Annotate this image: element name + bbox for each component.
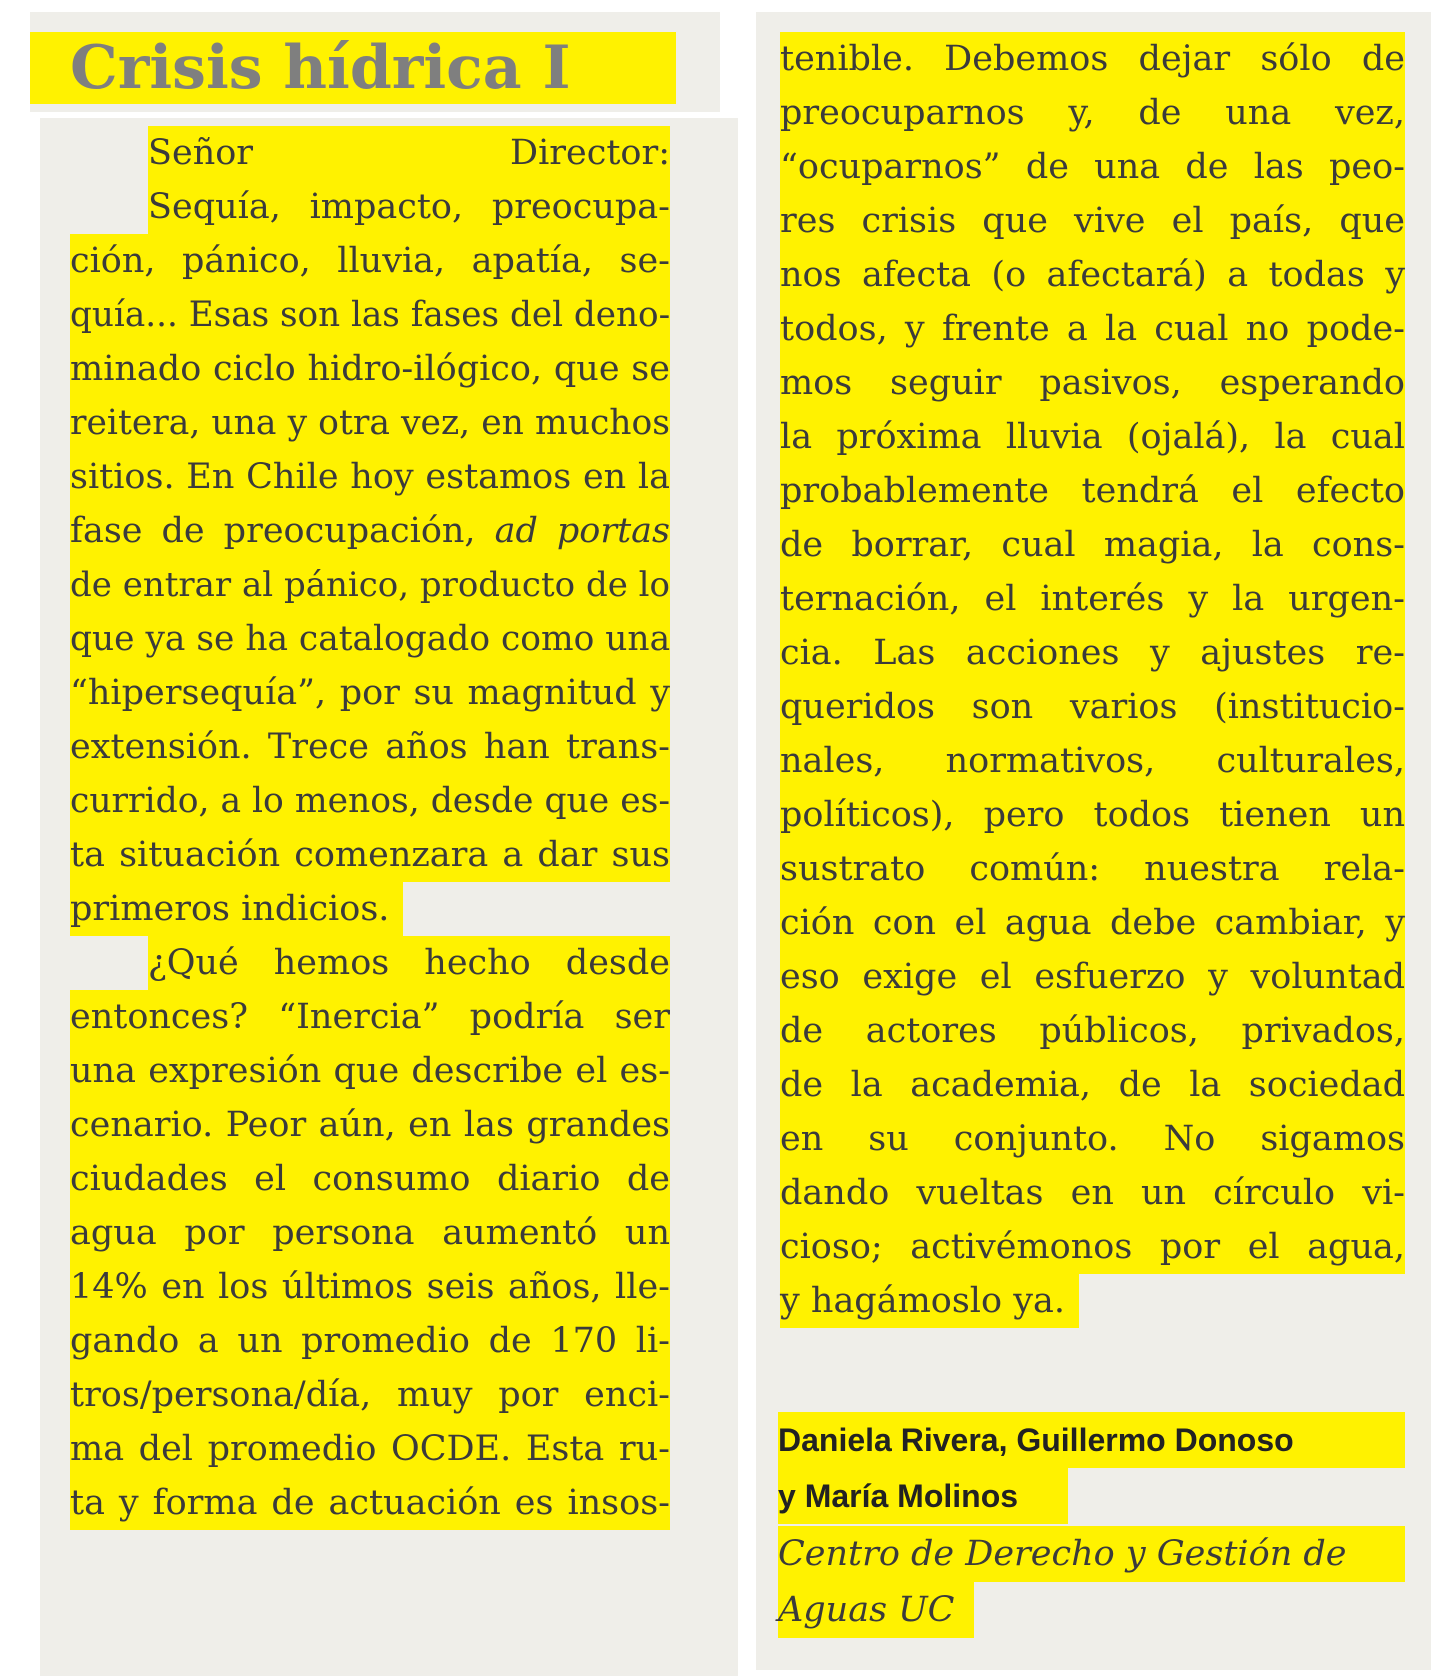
article-line: ta situación comenzara a dar sus: [70, 835, 670, 875]
article-line: de actores públicos, privados,: [780, 1011, 1405, 1051]
article-line: sitios. En Chile hoy estamos en la: [70, 457, 670, 497]
authors-line-2: y María Molinos: [778, 1478, 1019, 1514]
article-line: cia. Las acciones y ajustes re-: [780, 633, 1405, 673]
affiliation-line-2: Aguas UC: [778, 1590, 955, 1630]
article-line: res crisis que vive el país, que: [780, 201, 1405, 241]
article-line: de entrar al pánico, producto de lo: [70, 565, 670, 605]
article-line: preocuparnos y, de una vez,: [780, 93, 1405, 133]
article-line: tenible. Debemos dejar sólo de: [780, 39, 1405, 79]
article-line: queridos son varios (institucio-: [780, 687, 1405, 727]
article-line: ¿Qué hemos hecho desde: [148, 943, 670, 983]
article-line: primeros indicios.: [70, 889, 390, 929]
article-line: eso exige el esfuerzo y voluntad: [780, 957, 1405, 997]
article-line: mos seguir pasivos, esperando: [780, 363, 1405, 403]
article-line: Señor Director:: [148, 133, 670, 173]
article-line: minado ciclo hidro-ilógico, que se: [70, 349, 670, 389]
article-line: todos, y frente a la cual no pode-: [780, 309, 1405, 349]
article-line: “hipersequía”, por su magnitud y: [70, 673, 670, 713]
article-line: una expresión que describe el es-: [70, 1051, 670, 1091]
article-line: gando a un promedio de 170 li-: [70, 1321, 670, 1361]
article-line: sustrato común: nuestra rela-: [780, 849, 1405, 889]
article-line: ción, pánico, lluvia, apatía, se-: [70, 241, 670, 281]
article-line: “ocuparnos” de una de las peo-: [780, 147, 1405, 187]
article-title: Crisis hídrica I: [70, 33, 571, 103]
article-line: la próxima lluvia (ojalá), la cual: [780, 417, 1405, 457]
article-line: cenario. Peor aún, en las grandes: [70, 1105, 670, 1145]
article-line: ma del promedio OCDE. Esta ru-: [70, 1429, 670, 1469]
article-line: de borrar, cual magia, la cons-: [780, 525, 1405, 565]
article-line: extensión. Trece años han trans-: [70, 727, 670, 767]
article-line: currido, a lo menos, desde que es-: [70, 781, 670, 821]
article-line: ción con el agua debe cambiar, y: [780, 903, 1405, 943]
article-line: ciudades el consumo diario de: [70, 1159, 670, 1199]
article-line: nales, normativos, culturales,: [780, 741, 1405, 781]
article-line: cioso; activémonos por el agua,: [780, 1227, 1405, 1267]
article-line: dando vueltas en un círculo vi-: [780, 1173, 1405, 1213]
article-line: reitera, una y otra vez, en muchos: [70, 403, 670, 443]
article-line: en su conjunto. No sigamos: [780, 1119, 1405, 1159]
article-line: probablemente tendrá el efecto: [780, 471, 1405, 511]
line-italic-text: ad portas: [494, 511, 671, 551]
article-line: [70, 504, 670, 558]
article-line: agua por persona aumentó un: [70, 1213, 670, 1253]
article-line: y hagámoslo ya.: [780, 1281, 1065, 1321]
article-line: 14% en los últimos seis años, lle-: [70, 1267, 670, 1307]
authors-line-1: Daniela Rivera, Guillermo Donoso: [778, 1422, 1294, 1458]
affiliation-line-1: Centro de Derecho y Gestión de: [778, 1534, 1347, 1574]
article-line: quía... Esas son las fases del deno-: [70, 295, 671, 335]
article-line: ternación, el interés y la urgen-: [780, 579, 1405, 619]
article-line: que ya se ha catalogado como una: [70, 619, 671, 659]
article-line: tros/persona/día, muy por enci-: [70, 1375, 670, 1415]
article-line: ta y forma de actuación es insos-: [70, 1483, 670, 1523]
article-line: entonces? “Inercia” podría ser: [70, 997, 670, 1037]
article-line: nos afecta (o afectará) a todas y: [780, 255, 1405, 295]
article-line: políticos), pero todos tienen un: [780, 795, 1405, 835]
line-text: fase de preocupación,: [70, 511, 495, 551]
article-line: de la academia, de la sociedad: [780, 1065, 1405, 1105]
article-line: Sequía, impacto, preocupa-: [148, 187, 670, 227]
